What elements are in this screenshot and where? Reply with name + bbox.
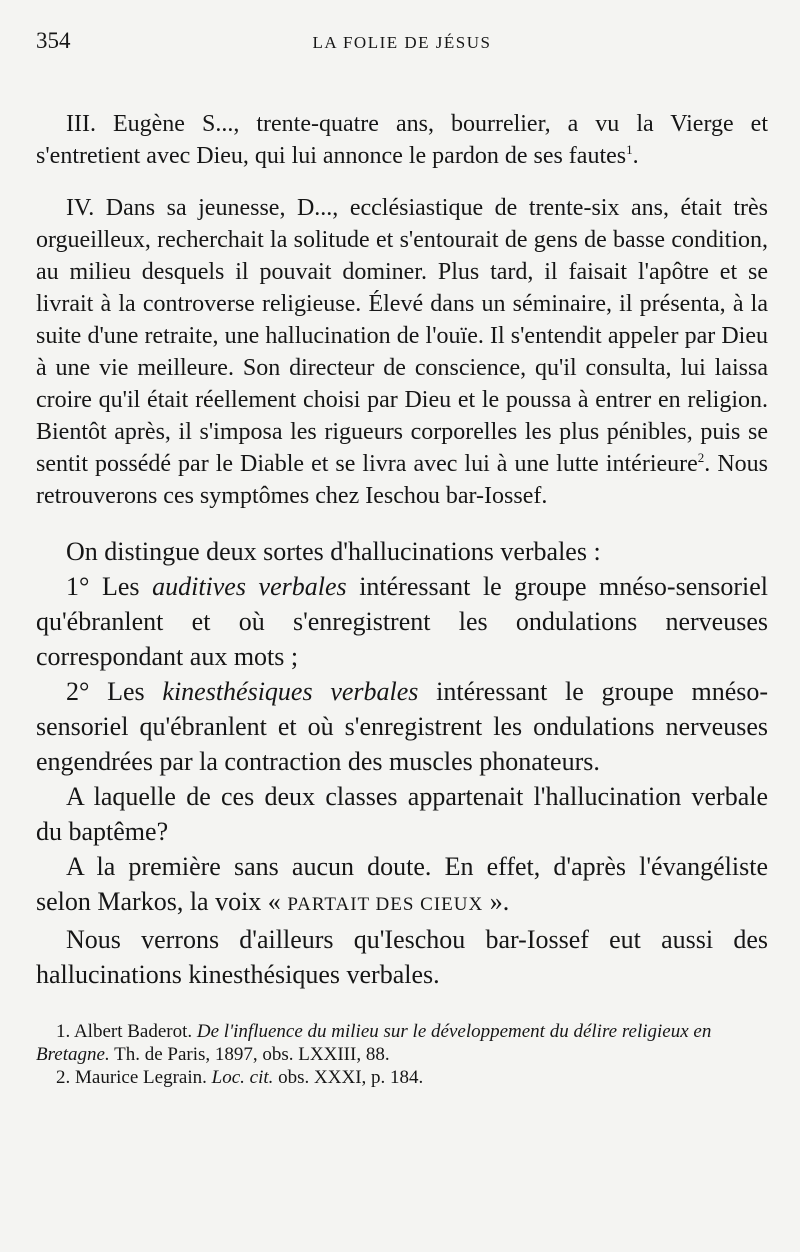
page-number: 354 [36,28,71,53]
footnote-title: Loc. cit. [211,1067,274,1088]
running-title: LA FOLIE DE JÉSUS [312,33,492,52]
item-text: Les [89,572,153,601]
footnote-rest: Th. de Paris, 1897, obs. LXXIII, 88. [109,1044,390,1065]
page-header [36,28,768,62]
footnote-author: Maurice Legrain. [70,1067,212,1088]
footnote-number: 2. [56,1067,71,1088]
item-text: Les [89,677,163,706]
list-item-2 [36,674,768,779]
item-number: 2° [66,677,90,706]
item-number: 1° [66,572,90,601]
main-text [36,534,768,992]
list-item-1 [36,569,768,674]
footnote-2 [36,1066,768,1089]
footnote-ref: 2 [697,450,705,465]
answer-end: ». [483,887,510,916]
case-text-end: . [632,143,639,169]
footnote-1 [36,1020,768,1066]
footnote-number: 1. [56,1021,71,1042]
footnotes [36,1020,768,1089]
item-text: intéressant le groupe mnéso-sensoriel qu'ébranlent et où s'enregistrent les ondulations nerveuses correspondant aux mots ; [36,572,769,671]
item-term: kinesthésiques verbales [162,677,419,706]
answer-paragraph [36,849,768,922]
case-text: IV. Dans sa jeunesse, D..., ecclésiastique de trente-six ans, était très orgueilleux, recherchait la solitude et s'entourait de gens de basse condition, au milieu desquels il pouvait dominer. Plus tard, il faisait l'apôtre et se livrait à la controverse religieuse. Élevé dans un séminaire, il présenta, à la suite d'une retraite, une hallucination de l'ouïe. Il s'entendit appeler par Dieu à une vie meilleure. Son directeur de conscience, qu'il consulta, lui laissa croire qu'il était réellement choisi par Dieu et le poussa à entrer en religion. Bientôt après, il s'imposa les rigueurs corporelles les plus pénibles, puis se sentit possédé par le Diable et se livra avec lui à une lutte intérieure [36,195,768,477]
intro-paragraph: On distingue deux sortes d'hallucinations verbales : [66,537,601,566]
case-paragraph [36,108,768,172]
item-term: auditives verbales [152,572,347,601]
quoted-caps: PARTAIT DES CIEUX [287,894,484,915]
closing-paragraph: Nous verrons d'ailleurs qu'Ieschou bar-Iossef eut aussi des hallucinations kinesthésiques verbales. [36,925,768,989]
book-page [36,28,768,1089]
case-text: III. Eugène S..., trente-quatre ans, bourrelier, a vu la Vierge et s'entretient avec Dieu, qui lui annonce le pardon de ses fautes [36,111,768,169]
item-text: intéressant le groupe mnéso-sensoriel qu'ébranlent et où s'enregistrent les ondulations nerveuses engendrées par la contraction des muscles phonateurs. [36,677,769,776]
footnote-ref: 1 [626,142,633,157]
footnote-author: Albert Baderot. [70,1021,197,1042]
footnote-title: De l'influence du milieu sur le développement du délire religieux en Bretagne. [36,1021,712,1065]
answer-text: A la première sans aucun doute. En effet, d'après l'évangéliste selon Markos, la voix « [36,852,768,916]
case-paragraph [36,192,768,512]
question-paragraph: A laquelle de ces deux classes appartenait l'hallucination verbale du baptême? [36,782,768,846]
footnote-rest: obs. XXXI, p. 184. [273,1067,424,1088]
case-text-end: . Nous retrouverons ces symptômes chez Ieschou bar-Iossef. [36,451,768,509]
